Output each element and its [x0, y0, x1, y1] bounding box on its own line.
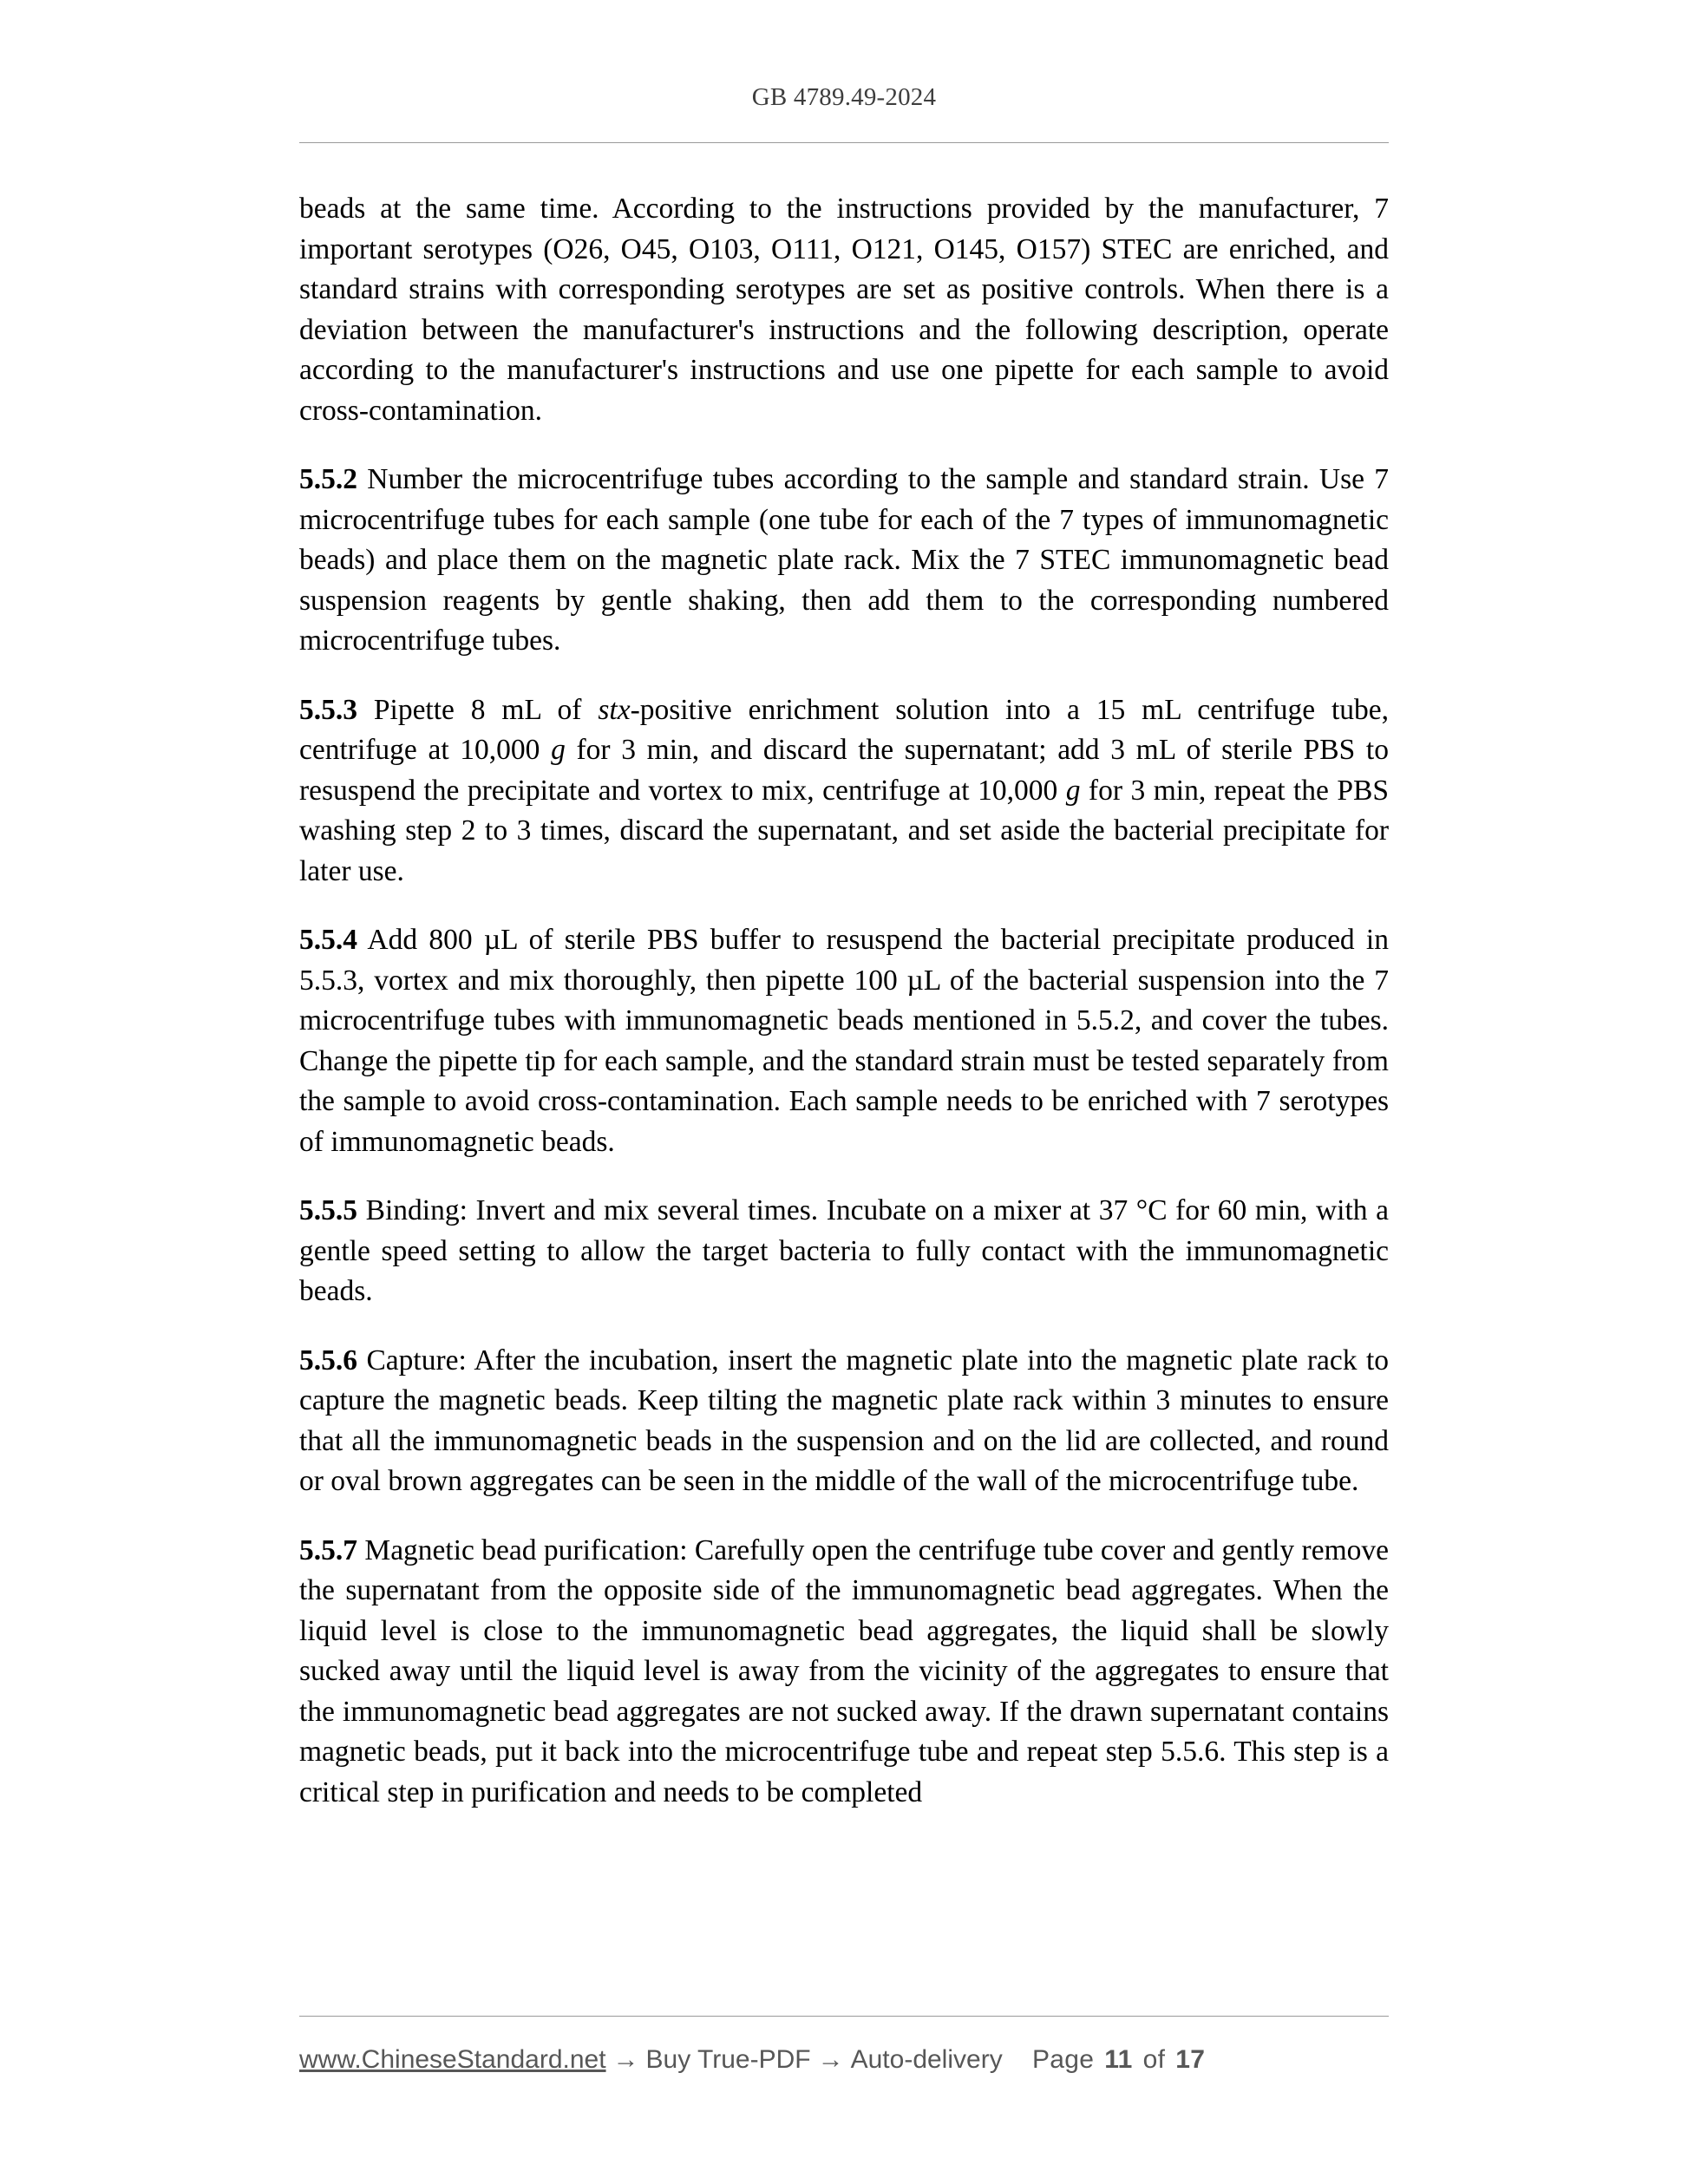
clause-number: 5.5.5: [299, 1194, 357, 1226]
paragraph-text: Capture: After the incubation, insert the magnetic plate into the magnetic plate rack to capture the magnetic beads. Keep tilting the magnetic plate rack within 3 minutes to ensure that all the immunomagnetic beads in the suspension and on the lid are collected, and round or oval brown aggregates can be seen in the middle of the wall of the microcentrifuge tube.: [299, 1344, 1389, 1497]
arrow-right-icon-2: →: [817, 2045, 844, 2074]
paragraph-clause-5-5-6: [299, 1341, 1389, 1502]
page-indicator: [1032, 2040, 1205, 2080]
clause-number: 5.5.3: [299, 693, 357, 726]
chinesestandard-link[interactable]: www.ChineseStandard.net: [299, 2045, 606, 2074]
clause-number: 5.5.7: [299, 1533, 357, 1566]
clause-number: 5.5.4: [299, 924, 357, 956]
total-page-count: 17: [1175, 2045, 1206, 2074]
paragraph-text: Add 800 µL of sterile PBS buffer to resuspend the bacterial precipitate produced in 5.5.3, vortex and mix thoroughly, then pipette 100 µL of the bacterial suspension into the 7 microcentrifuge tubes with immunomagnetic beads mentioned in 5.5.2, and cover the tubes. Change the pipette tip for each sample, and the standard strain must be tested separately from the sample to avoid cross-contamination. Each sample needs to be enriched with 7 serotypes of immunomagnetic beads.: [299, 924, 1389, 1158]
header-divider: [299, 142, 1389, 143]
page-footer: [299, 2040, 1389, 2080]
unit-symbol-g: g: [551, 734, 566, 766]
paragraph-clause-5-5-3: [299, 690, 1389, 893]
paragraph-clause-5-5-5: [299, 1191, 1389, 1312]
clause-number: 5.5.2: [299, 463, 357, 495]
paragraph-clause-5-5-2: [299, 460, 1389, 662]
page-label: Page: [1032, 2045, 1095, 2074]
gene-name-stx: stx: [598, 693, 631, 726]
of-label: of: [1142, 2045, 1166, 2074]
paragraph-text: Number the microcentrifuge tubes according to the sample and standard strain. Use 7 microcentrifuge tubes for each sample (one tube for each of the 7 types of immunomagnetic beads) and place them on the magnetic plate rack. Mix the 7 STEC immunomagnetic bead suspension reagents by gentle shaking, then add them to the corresponding numbered microcentrifuge tubes.: [299, 463, 1389, 657]
paragraph-text: Binding: Invert and mix several times. Incubate on a mixer at 37 °C for 60 min, with a gentle speed setting to allow the target bacteria to fully contact with the immunomagnetic beads.: [299, 1194, 1390, 1307]
footer-divider: [299, 2016, 1389, 2017]
buy-true-pdf-label: Buy True-PDF: [645, 2045, 811, 2074]
arrow-right-icon: →: [612, 2045, 639, 2074]
clause-number: 5.5.6: [299, 1344, 357, 1376]
paragraph-text: beads at the same time. According to the instructions provided by the manufacturer, 7 important serotypes (O26, O45, O103, O111, O121, O145, O157) STEC are enriched, and standard strains with corresponding serotypes are set as positive controls. When there is a deviation between the manufacturer's instructions and the following description, operate according to the manufacturer's instructions and use one pipette for each sample to avoid cross-contamination.: [299, 193, 1389, 427]
paragraph-text-part-4: for 3 min, repeat the PBS washing step 2 to 3 times, discard the supernatant, and set aside the bacterial precipitate for later use.: [299, 774, 1389, 887]
running-head-standard-number: GB 4789.49-2024: [751, 83, 937, 111]
footer-promo: [299, 2045, 1003, 2075]
unit-symbol-g-2: g: [1065, 774, 1081, 807]
paragraph-text-part-3: for 3 min, and discard the supernatant; add 3 mL of sterile PBS to resuspend the precipitate and vortex to mix, centrifuge at 10,000: [299, 734, 1389, 807]
paragraph-text: Magnetic bead purification: Carefully open the centrifuge tube cover and gently remove the supernatant from the opposite side of the immunomagnetic bead aggregates. When the liquid level is close to the immunomagnetic bead aggregates, the liquid shall be slowly sucked away until the liquid level is away from the vicinity of the aggregates to ensure that the immunomagnetic bead aggregates are not sucked away. If the drawn supernatant contains magnetic beads, put it back into the microcentrifuge tube and repeat step 5.5.6. This step is a critical step in purification and needs to be completed: [299, 1533, 1390, 1808]
page-body: [299, 189, 1389, 1813]
auto-delivery-label: Auto-delivery: [850, 2045, 1003, 2074]
paragraph-clause-5-5-4: [299, 920, 1389, 1162]
paragraph-intro-continued: [299, 189, 1389, 431]
paragraph-text-part-2: -positive enrichment solution into a 15 mL centrifuge tube, centrifuge at 10,000: [299, 693, 1389, 766]
paragraph-clause-5-5-7: [299, 1531, 1389, 1814]
paragraph-text-part-1: Pipette 8 mL of: [373, 693, 599, 726]
current-page-number: 11: [1104, 2045, 1133, 2074]
